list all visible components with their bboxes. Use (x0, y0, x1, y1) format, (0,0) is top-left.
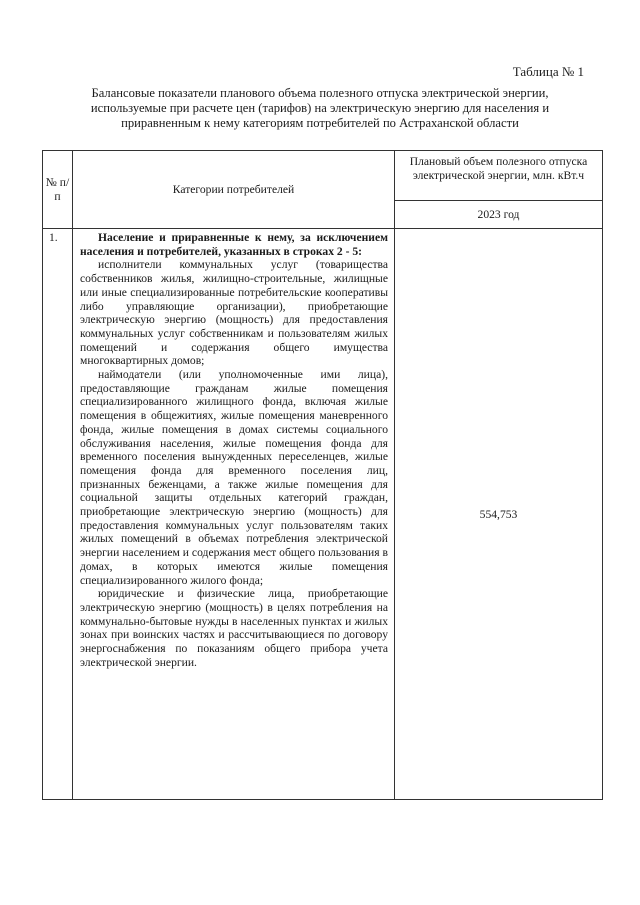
category-description (73, 229, 395, 800)
header-year: 2023 год (395, 201, 603, 229)
table-number: Таблица № 1 (512, 64, 584, 79)
category-paragraph: юридические и физические лица, приобретающие электрическую энергию (мощность) в целях потребления на коммунально-бытовые нужды в населенных пунктах и жилых зонах при воинских частях и рассчитывающиеся по договору энергоснабжения по показаниям общего прибора учета электрической энергии. (80, 587, 388, 669)
header-category: Категории потребителей (73, 151, 395, 229)
document-title: Балансовые показатели планового объема полезного отпуска электрической энергии, используемые при расчете цен (тарифов) на электрическую энергию для населения и приравненным к нему категориям потребителей по Астраханской области (90, 86, 550, 130)
table-row (43, 229, 603, 800)
header-volume: Плановый объем полезного отпуска электрической энергии, млн. кВт.ч (395, 151, 603, 201)
category-paragraph: наймодатели (или уполномоченные ими лица), предоставляющие гражданам жилые помещения специализированного жилищного фонда, включая жилые помещения в общежитиях, жилые помещения маневренного фонда, жилые помещения в домах системы социального обслуживания населения, жилые помещения фонда для временного поселения вынужденных переселенцев, жилые помещения фонда для временного поселения лиц, признанных беженцами, а также жилые помещения для социальной защиты отдельных категорий граждан, приобретающие электрическую энергию (мощность) для предоставления коммунальных услуг пользователям таких жилых помещений в объемах потребления электрической энергии населением и содержания мест общего пользования в домах, в которых имеются жилые помещения специализированного жилого фонда; (80, 368, 388, 587)
category-heading: Население и приравненные к нему, за исключением населения и потребителей, указанных в строках 2 - 5: (80, 231, 388, 258)
category-paragraph: исполнители коммунальных услуг (товарищества собственников жилья, жилищно-строительные, жилищные или иные специализированные потребительские кооперативы либо управляющие организации), приобретающие электрическую энергию (мощность) для предоставления коммунальных услуг собственникам и пользователям жилых помещений и содержания общего имущества многоквартирных домов; (80, 258, 388, 368)
header-num: № п/п (43, 151, 73, 229)
volume-value: 554,753 (395, 229, 603, 800)
row-number: 1. (43, 229, 73, 800)
balance-table (42, 150, 603, 800)
